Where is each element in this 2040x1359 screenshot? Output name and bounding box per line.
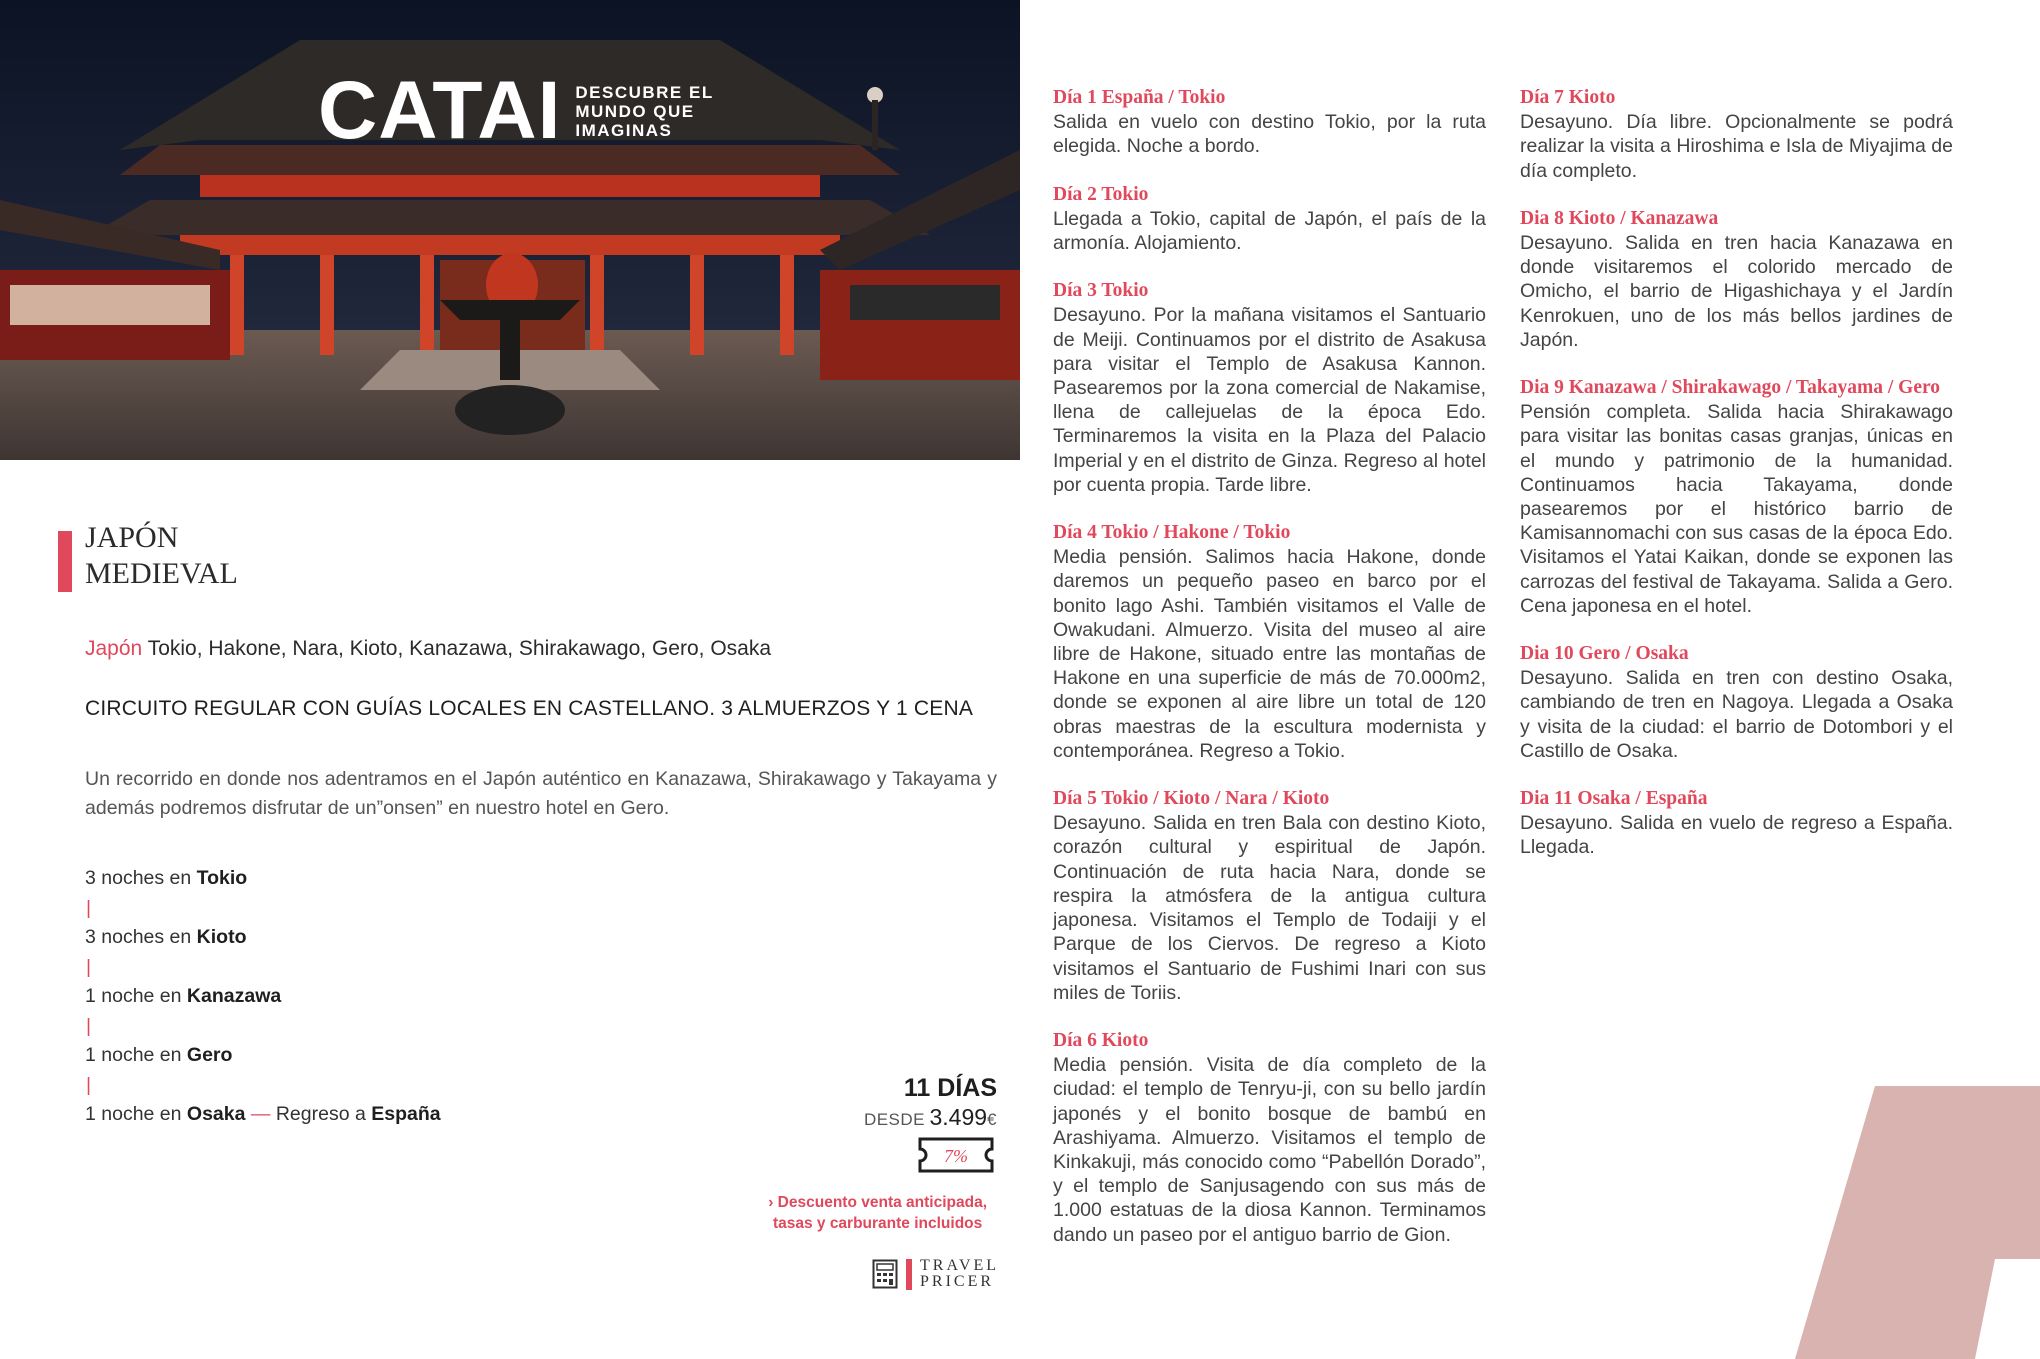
discount-note: › Descuento venta anticipada, tasas y carburante incluidos (768, 1194, 987, 1232)
day-text: Desayuno. Salida en tren hacia Kanazawa en donde visitaremos el colorido mercado de Omicho, el barrio de Higashichaya y el Jardín Kenrokuen, uno de los más bellos jardines de Japón. (1520, 232, 1953, 351)
night-separator: | (86, 1074, 92, 1096)
night-item: 3 noches en Kioto (85, 926, 247, 948)
svg-text:7%: 7% (944, 1146, 968, 1166)
night-separator: | (86, 956, 92, 978)
travel-pricer-wordmark: TRAVEL PRICER (920, 1257, 1000, 1290)
day-title: Dia 8 Kioto / Kanazawa (1520, 207, 1719, 229)
day-text: Desayuno. Salida en tren con destino Osaka, cambiando de tren en Nagoya. Llegada a Osaka y visita de la ciudad: el barrio de Dotombori y el Castillo de Osaka. (1520, 667, 1953, 762)
day-text: Pensión completa. Salida hacia Shirakawago para visitar las bonitas casas granjas, únicas en el mundo y patrimonio de la humanidad. Continuamos hacia Takayama, donde pasearemos por el histórico barrio de Kamisannomachi con sus casas de la época Edo. Visitamos el Yatai Kaikan, donde se exponen las carrozas del festival de Takayama. Salida a Gero. Cena japonesa en el hotel. (1520, 401, 1953, 617)
day-text: Salida en vuelo con destino Tokio, por la ruta elegida. Noche a bordo. (1053, 111, 1486, 158)
itinerary-day (1520, 376, 1953, 618)
day-title: Día 5 Tokio / Kioto / Nara / Kioto (1053, 788, 1330, 810)
day-text: Desayuno. Por la mañana visitamos el Santuario de Meiji. Continuamos por el distrito de Asakusa para visitar el Templo de Asakusa Kannon. Pasearemos por la zona comercial de Nakamise, llena de callejuelas de la época Edo. Terminaremos la visita en la Plaza del Palacio Imperial y en el distrito de Ginza. Regreso al hotel por cuenta propia. Tarde libre. (1053, 304, 1486, 496)
trip-duration: 11 DÍAS (903, 1074, 997, 1102)
day-title: Día 3 Tokio (1053, 280, 1149, 302)
trip-title: JAPÓN MEDIEVAL (85, 521, 238, 590)
day-title: Día 4 Tokio / Hakone / Tokio (1053, 522, 1291, 544)
night-item: 1 noche en Gero (85, 1044, 233, 1066)
day-title: Día 1 España / Tokio (1053, 87, 1226, 108)
itinerary-day (1520, 787, 1953, 860)
day-title: Día 2 Tokio (1053, 183, 1149, 205)
travel-pricer-logo (872, 1258, 999, 1290)
day-text: Desayuno. Salida en tren Bala con destino Kioto, corazón cultural y espiritual de Japón. Continuación de ruta hacia Nara, donde se respira la atmósfera de la antigua cultura japonesa. Visitamos el Templo de Todaiji y el Parque de los Ciervos. De regreso a Kioto visitamos el Santuario de Fushimi Inari con sus miles de Toriis. (1053, 812, 1486, 1004)
decorative-shape (1795, 1086, 2040, 1359)
itinerary-day (1053, 183, 1486, 256)
hero-photo (0, 0, 1020, 460)
night-separator: | (86, 1015, 92, 1037)
price-amount: 3.499 (929, 1104, 988, 1130)
trip-destinations (85, 637, 771, 661)
catai-logo (318, 65, 715, 156)
price-currency: € (987, 1110, 997, 1129)
itinerary-column-2 (1520, 86, 1953, 884)
night-item: 1 noche en Kanazawa (85, 985, 282, 1007)
day-text: Desayuno. Día libre. Opcionalmente se podrá realizar la visita a Hiroshima e Isla de Miyajima de día completo. (1520, 111, 1953, 182)
itinerary-day (1520, 86, 1953, 183)
travel-pricer-bar (906, 1259, 912, 1290)
day-text: Desayuno. Salida en vuelo de regreso a España. Llegada. (1520, 812, 1953, 859)
logo-wordmark: CATAI (318, 65, 562, 156)
night-item: 3 noches en Tokio (85, 867, 248, 889)
title-accent-bar (58, 531, 72, 592)
day-title: Día 6 Kioto (1053, 1029, 1149, 1051)
trip-intro: Un recorrido en donde nos adentramos en el Japón auténtico en Kanazawa, Shirakawago y Takayama y además podremos disfrutar de un”onsen” en nuestro hotel en Gero. (85, 768, 997, 819)
itinerary-day (1053, 86, 1486, 159)
logo-tagline: DESCUBRE EL MUNDO QUE IMAGINAS (575, 82, 714, 140)
itinerary-day (1053, 787, 1486, 1005)
itinerary-day (1520, 207, 1953, 352)
day-text: Media pensión. Salimos hacia Hakone, donde daremos un pequeño paseo en barco por el bonito lago Ashi. También visitamos el Valle de Owakudani. Almuerzo. Visita del museo al aire libre de Hakone, situado entre las montañas de Hakone en una superficie de más de 70.000m2, donde se exponen al aire libre un total de 120 obras maestras de la escultura modernista y contemporánea. Regreso a Tokio. (1053, 546, 1486, 762)
calculator-icon (872, 1259, 898, 1289)
night-separator: | (86, 897, 92, 919)
itinerary-day (1053, 521, 1486, 763)
price-line (864, 1104, 997, 1131)
day-text: Llegada a Tokio, capital de Japón, el país de la armonía. Alojamiento. (1053, 207, 1486, 255)
day-title: Dia 11 Osaka / España (1520, 788, 1708, 810)
itinerary-column-1 (1053, 86, 1486, 1271)
itinerary-day (1053, 279, 1486, 497)
price-from-label: DESDE (863, 1110, 926, 1129)
day-text: Media pensión. Visita de día completo de la ciudad: el templo de Tenryu-ji, con su bello jardín japonés y el bonito bosque de bambú en Arashiyama. Almuerzo. Visitamos el templo de Kinkakuji, más conocido como “Pabellón Dorado”, y el templo de Sanjusagendo con sus más de 1.000 estatuas de la diosa Kannon. Terminamos dando un paseo por el antiguo barrio de Gion. (1053, 1054, 1486, 1246)
day-title: Dia 10 Gero / Osaka (1520, 643, 1689, 665)
city-list: Tokio, Hakone, Nara, Kioto, Kanazawa, Shirakawago, Gero, Osaka (147, 637, 772, 660)
country-label: Japón (85, 637, 143, 660)
day-title: Dia 9 Kanazawa / Shirakawago / Takayama / Gero (1520, 377, 1941, 399)
discount-ticket-icon (914, 1135, 998, 1175)
night-item: 1 noche en Osaka — Regreso a España (85, 1103, 441, 1125)
nights-list (85, 864, 441, 1129)
circuit-description: CIRCUITO REGULAR CON GUÍAS LOCALES EN CASTELLANO. 3 ALMUERZOS Y 1 CENA (85, 697, 974, 720)
itinerary-day (1053, 1029, 1486, 1247)
itinerary-day (1520, 642, 1953, 763)
day-title: Día 7 Kioto (1520, 87, 1616, 108)
